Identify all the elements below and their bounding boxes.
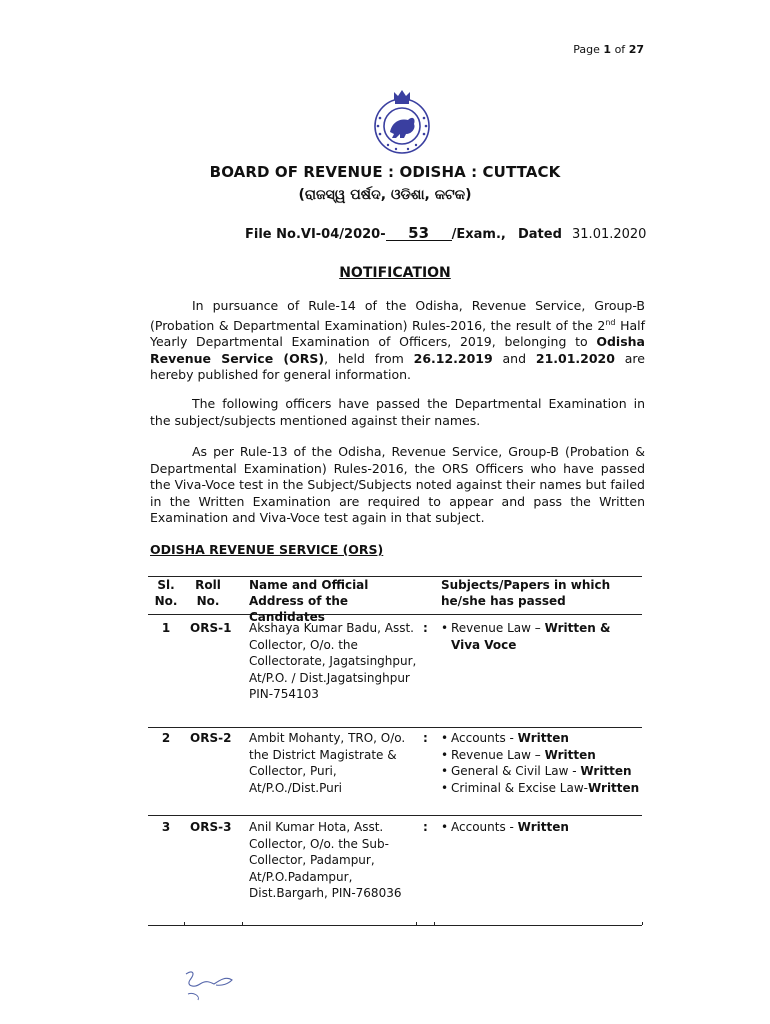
row-3-subjects [441, 819, 651, 836]
row-3-colon: : [423, 820, 428, 834]
file-number-suffix: /Exam., [451, 227, 506, 242]
table-bottom-ticks [0, 922, 770, 926]
notification-heading: NOTIFICATION [339, 265, 451, 281]
odisha-emblem-icon [364, 88, 440, 156]
paragraph-intro: In pursuance of Rule-14 of the Odisha, Revenue Service, Group-B (Probation & Departmental Examination) Rules-2016, the result of the 2nd Half Yearly Departmental Examination of Officers, 2019, belonging to Odisha Revenue Service (ORS), held from 26.12.2019 and 21.01.2020 are hereby published for general information. [150, 298, 646, 383]
row-2-roll: ORS-2 [190, 731, 232, 745]
date-value: 31.01.2020 [572, 227, 647, 242]
row-1-roll: ORS-1 [190, 621, 232, 635]
page-title: BOARD OF REVENUE : ODISHA : CUTTACK [209, 163, 561, 181]
row-2-colon: : [423, 731, 428, 745]
page-subtitle-odia: (ରାଜସ୍ୱ ପର୍ଷଦ, ଓଡିଶା, କଟକ) [298, 187, 472, 203]
row-3-roll: ORS-3 [190, 820, 232, 834]
subject-item: • Accounts - Written [441, 819, 651, 836]
row-1-border [148, 727, 642, 728]
dated-label: Dated [517, 227, 562, 242]
header-sl: Sl. No. [154, 578, 178, 608]
file-number-line [245, 226, 646, 242]
subject-item: • Revenue Law – Written & Viva Voce [441, 620, 641, 653]
page-number: Page 1 of 27 [573, 43, 644, 56]
file-number: 53 [386, 226, 452, 241]
paragraph-rule13: As per Rule-13 of the Odisha, Revenue Service, Group-B (Probation & Departmental Examination) Rules-2016, the ORS Officers who have passed the Viva-Voce test in the Subject/Subjects noted against their names but failed in the Written Examination are required to appear and pass the Written Examination and Viva-Voce test again in that subject. [150, 444, 645, 525]
subject-item: • Revenue Law – Written [441, 747, 651, 764]
header-subjects: Subjects/Papers in which he/she has passed [441, 578, 611, 608]
paragraph-passed: The following officers have passed the Departmental Examination in the subject/subjects mentioned against their names. [150, 396, 645, 428]
row-2-name: Ambit Mohanty, TRO, O/o. the District Magistrate & Collector, Puri, At/P.O./Dist.Puri [249, 731, 406, 795]
row-2-sl: 2 [161, 731, 171, 745]
row-3-name: Anil Kumar Hota, Asst. Collector, O/o. the Sub-Collector, Padampur, At/P.O.Padampur, Dist.Bargarh, PIN-768036 [249, 820, 402, 900]
subject-item: • Criminal & Excise Law-Written [441, 780, 651, 797]
row-1-sl: 1 [161, 621, 171, 635]
header-name: Name and Official Address of the Candidates [249, 578, 369, 624]
section-title: ODISHA REVENUE SERVICE (ORS) [150, 542, 384, 557]
row-1-colon: : [423, 621, 428, 635]
row-2-subjects [441, 730, 651, 796]
subject-item: • Accounts - Written [441, 730, 651, 747]
row-1-subjects [441, 620, 641, 653]
signature-icon [180, 966, 240, 1006]
row-2-border [148, 815, 642, 816]
header-roll: Roll No. [195, 578, 221, 608]
row-1-name: Akshaya Kumar Badu, Asst. Collector, O/o. the Collectorate, Jagatsinghpur, At/P.O. / Dist.Jagatsinghpur PIN-754103 [249, 621, 417, 701]
row-3-sl: 3 [161, 820, 171, 834]
file-number-prefix: File No.VI-04/2020- [245, 227, 386, 242]
subject-item: • General & Civil Law - Written [441, 763, 651, 780]
